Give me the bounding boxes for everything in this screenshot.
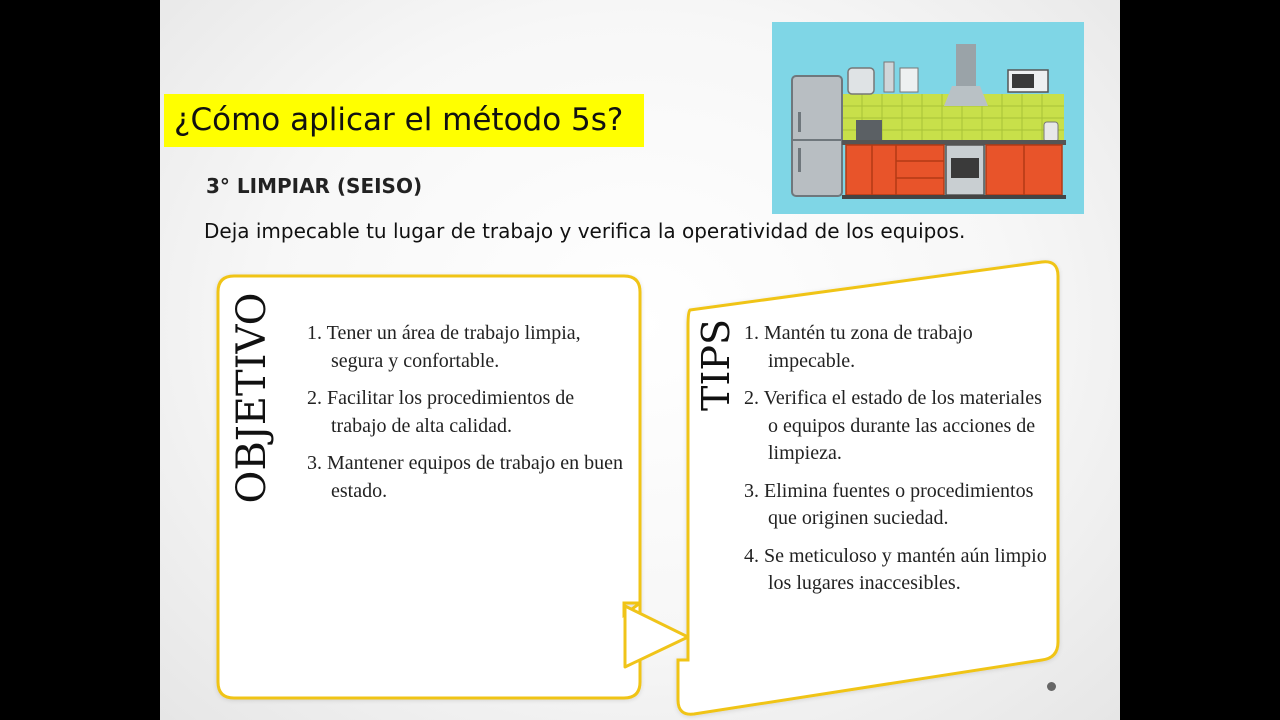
tips-label: TIPS <box>694 319 738 411</box>
list-item: 2. Facilitar los procedimientos de trabajo de alta calidad. <box>307 387 575 437</box>
list-item: 3. Elimina fuentes o procedimientos que originen suciedad. <box>744 479 1034 529</box>
list-item: 2. Verifica el estado de los materiales o equipos durante las acciones de limpieza. <box>744 387 1042 464</box>
section-subtitle: 3° LIMPIAR (SEISO) <box>206 174 423 198</box>
tips-list <box>739 320 1049 608</box>
objetivo-list <box>302 320 632 515</box>
list-item: 4. Se meticuloso y mantén aún limpio los lugares inaccesibles. <box>744 544 1047 594</box>
slide-indicator-dot <box>1047 682 1056 691</box>
slide-title: ¿Cómo aplicar el método 5s? <box>174 102 624 138</box>
list-item: 1. Mantén tu zona de trabajo impecable. <box>744 322 973 372</box>
objetivo-label: OBJETIVO <box>229 292 275 504</box>
arrow-connector <box>625 606 688 667</box>
list-item: 1. Tener un área de trabajo limpia, segura y confortable. <box>307 322 581 372</box>
section-description: Deja impecable tu lugar de trabajo y verifica la operatividad de los equipos. <box>204 219 966 243</box>
list-item: 3. Mantener equipos de trabajo en buen estado. <box>307 452 624 502</box>
slide <box>160 0 1120 720</box>
